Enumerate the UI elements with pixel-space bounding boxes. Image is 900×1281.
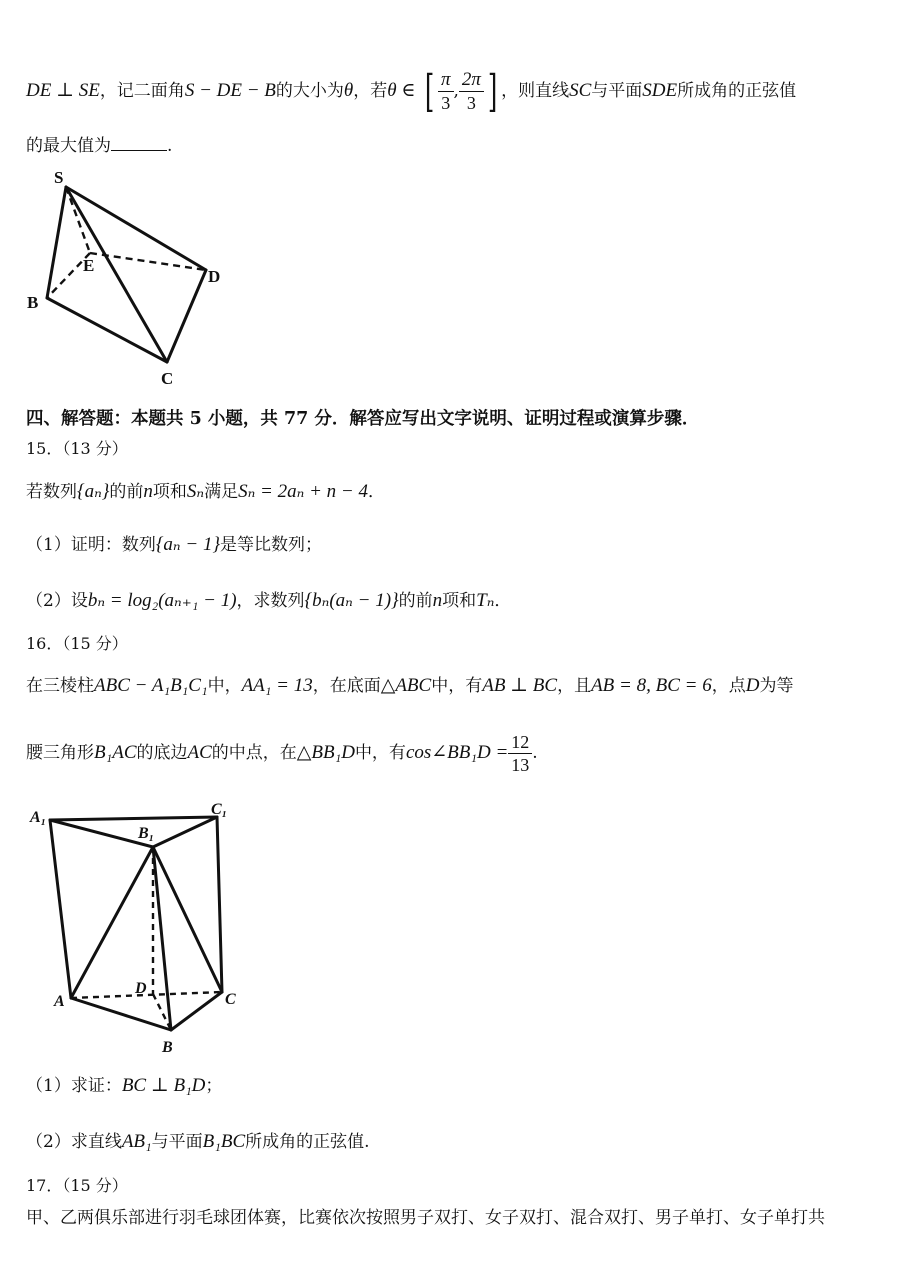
q16-text: 中，有 bbox=[354, 743, 406, 763]
section-heading: 四、解答题：本题共 5 小题，共 77 分．解答应写出文字说明、证明过程或演算步骤． bbox=[26, 409, 700, 429]
frac-num: π bbox=[438, 69, 454, 92]
q16-p1-end: ； bbox=[205, 1076, 223, 1096]
label-b: B bbox=[27, 293, 39, 312]
edge-a1c1 bbox=[50, 817, 217, 820]
q16-ab-perp-bc: AB ⊥ BC bbox=[482, 675, 558, 696]
q15-seq-an: {aₙ} bbox=[77, 481, 110, 502]
q15-period: ． bbox=[494, 591, 512, 611]
q14-theta-in: θ ∈ bbox=[387, 80, 416, 101]
q17-stem: 甲、乙两俱乐部进行羽毛球团体赛，比赛依次按照男子双打、女子双打、混合双打、男子单打、女子单打共 bbox=[26, 1208, 825, 1228]
q14-line1 bbox=[26, 66, 796, 116]
q14-text: 所成角的正弦值 bbox=[677, 81, 797, 101]
q14-text: 的最大值为 bbox=[26, 136, 111, 156]
answer-blank bbox=[111, 134, 167, 151]
label-c1: C₁ bbox=[211, 801, 228, 818]
frac-num: 12 bbox=[508, 731, 532, 754]
label-c: C bbox=[161, 369, 174, 388]
edge-b1c1 bbox=[153, 817, 217, 847]
q16-text: 在三棱柱 bbox=[26, 676, 94, 696]
frac-den: 13 bbox=[511, 755, 530, 775]
q15-p2-bn: bₙ = log₂(aₙ₊₁ − 1) bbox=[87, 590, 237, 611]
edge-ab1 bbox=[71, 847, 153, 998]
label-d: D bbox=[135, 980, 147, 997]
q16-cos: cos∠BB₁D = bbox=[405, 742, 509, 763]
q15-text: 项和 bbox=[152, 482, 187, 502]
label-c: C bbox=[225, 991, 236, 1008]
label-a1: A₁ bbox=[30, 809, 47, 826]
frac-den: 3 bbox=[441, 93, 451, 113]
q16-triangle-abc: △ABC bbox=[380, 675, 432, 696]
q16-triangle-b1ac: B₁AC bbox=[94, 742, 137, 763]
q16-text: ，在底面 bbox=[312, 676, 381, 696]
q16-line2 bbox=[26, 728, 538, 778]
q15-n: n bbox=[432, 590, 443, 611]
q16-point-d: D bbox=[745, 675, 760, 696]
q14-frac-2pi-3 bbox=[459, 69, 484, 114]
q15-part1 bbox=[26, 533, 322, 557]
label-b: B bbox=[162, 1039, 173, 1056]
q14-text: ，则直线 bbox=[501, 81, 570, 101]
edge-cc1 bbox=[217, 817, 222, 992]
q14-de-perp-se: DE ⊥ SE bbox=[26, 80, 100, 101]
q15-p1-label: （1）证明：数列 bbox=[26, 535, 156, 555]
comma: , bbox=[453, 81, 459, 101]
q14-sde: SDE bbox=[642, 80, 678, 101]
frac-num: 2π bbox=[459, 69, 484, 92]
q16-prism: ABC − A₁B₁C₁ bbox=[94, 675, 208, 696]
q14-dihedral: S − DE − B bbox=[184, 80, 276, 101]
q15-equation: Sₙ = 2aₙ + n − 4 bbox=[238, 481, 368, 502]
edge-ab bbox=[71, 998, 171, 1030]
q16-frac-12-13 bbox=[508, 731, 532, 776]
q15-sn: Sₙ bbox=[186, 481, 205, 502]
q15-p1-text: 是等比数列； bbox=[220, 535, 323, 555]
frac-den: 3 bbox=[466, 93, 476, 113]
q16-triangle-bb1d: △BB₁D bbox=[296, 742, 355, 763]
q16-line1 bbox=[26, 674, 793, 698]
label-b1: B₁ bbox=[138, 825, 155, 842]
q14-text: 的大小为 bbox=[275, 81, 344, 101]
q14-sc: SC bbox=[569, 80, 592, 101]
q16-p2-label: （2）求直线 bbox=[26, 1132, 122, 1152]
edge-bb1 bbox=[153, 847, 171, 1030]
label-a: A bbox=[54, 993, 65, 1010]
q15-text: 若数列 bbox=[26, 482, 77, 502]
q15-text: 的前 bbox=[398, 591, 433, 611]
q15-text: ，求数列 bbox=[236, 591, 305, 611]
left-bracket: [ bbox=[424, 65, 435, 117]
q15-tn: Tₙ bbox=[476, 590, 495, 611]
q16-part1 bbox=[26, 1074, 222, 1098]
q15-p2-seq: {bₙ(aₙ − 1)} bbox=[304, 590, 399, 611]
q16-aa1: AA₁ = 13 bbox=[241, 675, 313, 696]
q14-text: ，记二面角 bbox=[99, 81, 185, 101]
q15-text: 满足 bbox=[204, 482, 239, 502]
q16-ab1: AB₁ bbox=[121, 1131, 152, 1152]
edge-cb1 bbox=[153, 847, 222, 992]
q15-n: n bbox=[143, 481, 153, 502]
q16-text: 中， bbox=[207, 676, 242, 696]
q16-part2 bbox=[26, 1130, 370, 1154]
q14-text: 与平面 bbox=[591, 81, 643, 101]
q17-number: 17．（15 分） bbox=[26, 1176, 128, 1195]
q14-line2 bbox=[26, 134, 172, 158]
label-d: D bbox=[208, 267, 221, 286]
label-s: S bbox=[54, 168, 64, 187]
q16-text: 所成角的正弦值. bbox=[245, 1132, 370, 1152]
q15-p1-seq: {aₙ − 1} bbox=[155, 534, 221, 555]
edge-cd bbox=[167, 270, 206, 362]
right-bracket: ] bbox=[487, 65, 498, 117]
q16-ac: AC bbox=[187, 742, 212, 763]
q16-p1-expr: BC ⊥ B₁D bbox=[121, 1075, 206, 1096]
q16-text: 与平面 bbox=[151, 1132, 203, 1152]
q16-text: 的中点，在 bbox=[211, 743, 297, 763]
q16-number: 16．（15 分） bbox=[26, 634, 128, 653]
q14-frac-pi-3 bbox=[438, 69, 454, 114]
q15-p2-label: （2）设 bbox=[26, 591, 88, 611]
q16-text: ，点 bbox=[711, 676, 746, 696]
q16-plane-b1bc: B₁BC bbox=[202, 1131, 246, 1152]
q15-text: 项和 bbox=[442, 591, 477, 611]
q14-pyramid-figure bbox=[20, 165, 260, 395]
q16-prism-figure bbox=[25, 800, 285, 1060]
q15-period: ． bbox=[367, 482, 385, 502]
q15-stem bbox=[26, 480, 385, 504]
q16-text: ，且 bbox=[557, 676, 592, 696]
q15-text: 的前 bbox=[109, 482, 144, 502]
edge-bc bbox=[171, 992, 222, 1030]
q14-theta: θ bbox=[343, 80, 354, 101]
q16-p1-label: （1）求证： bbox=[26, 1076, 122, 1096]
q16-text: 的底边 bbox=[136, 743, 188, 763]
q16-text: 中，有 bbox=[431, 676, 483, 696]
label-e: E bbox=[83, 256, 95, 275]
q16-text: 腰三角形 bbox=[26, 743, 94, 763]
q14-period: . bbox=[167, 136, 173, 156]
q14-text: ，若 bbox=[353, 81, 388, 101]
q16-period: . bbox=[532, 743, 538, 763]
edge-aa1 bbox=[50, 820, 71, 998]
q16-text: 为等 bbox=[759, 676, 794, 696]
q15-number: 15．（13 分） bbox=[26, 439, 128, 458]
q15-part2 bbox=[26, 589, 511, 613]
q16-lengths: AB = 8, BC = 6 bbox=[591, 675, 712, 696]
